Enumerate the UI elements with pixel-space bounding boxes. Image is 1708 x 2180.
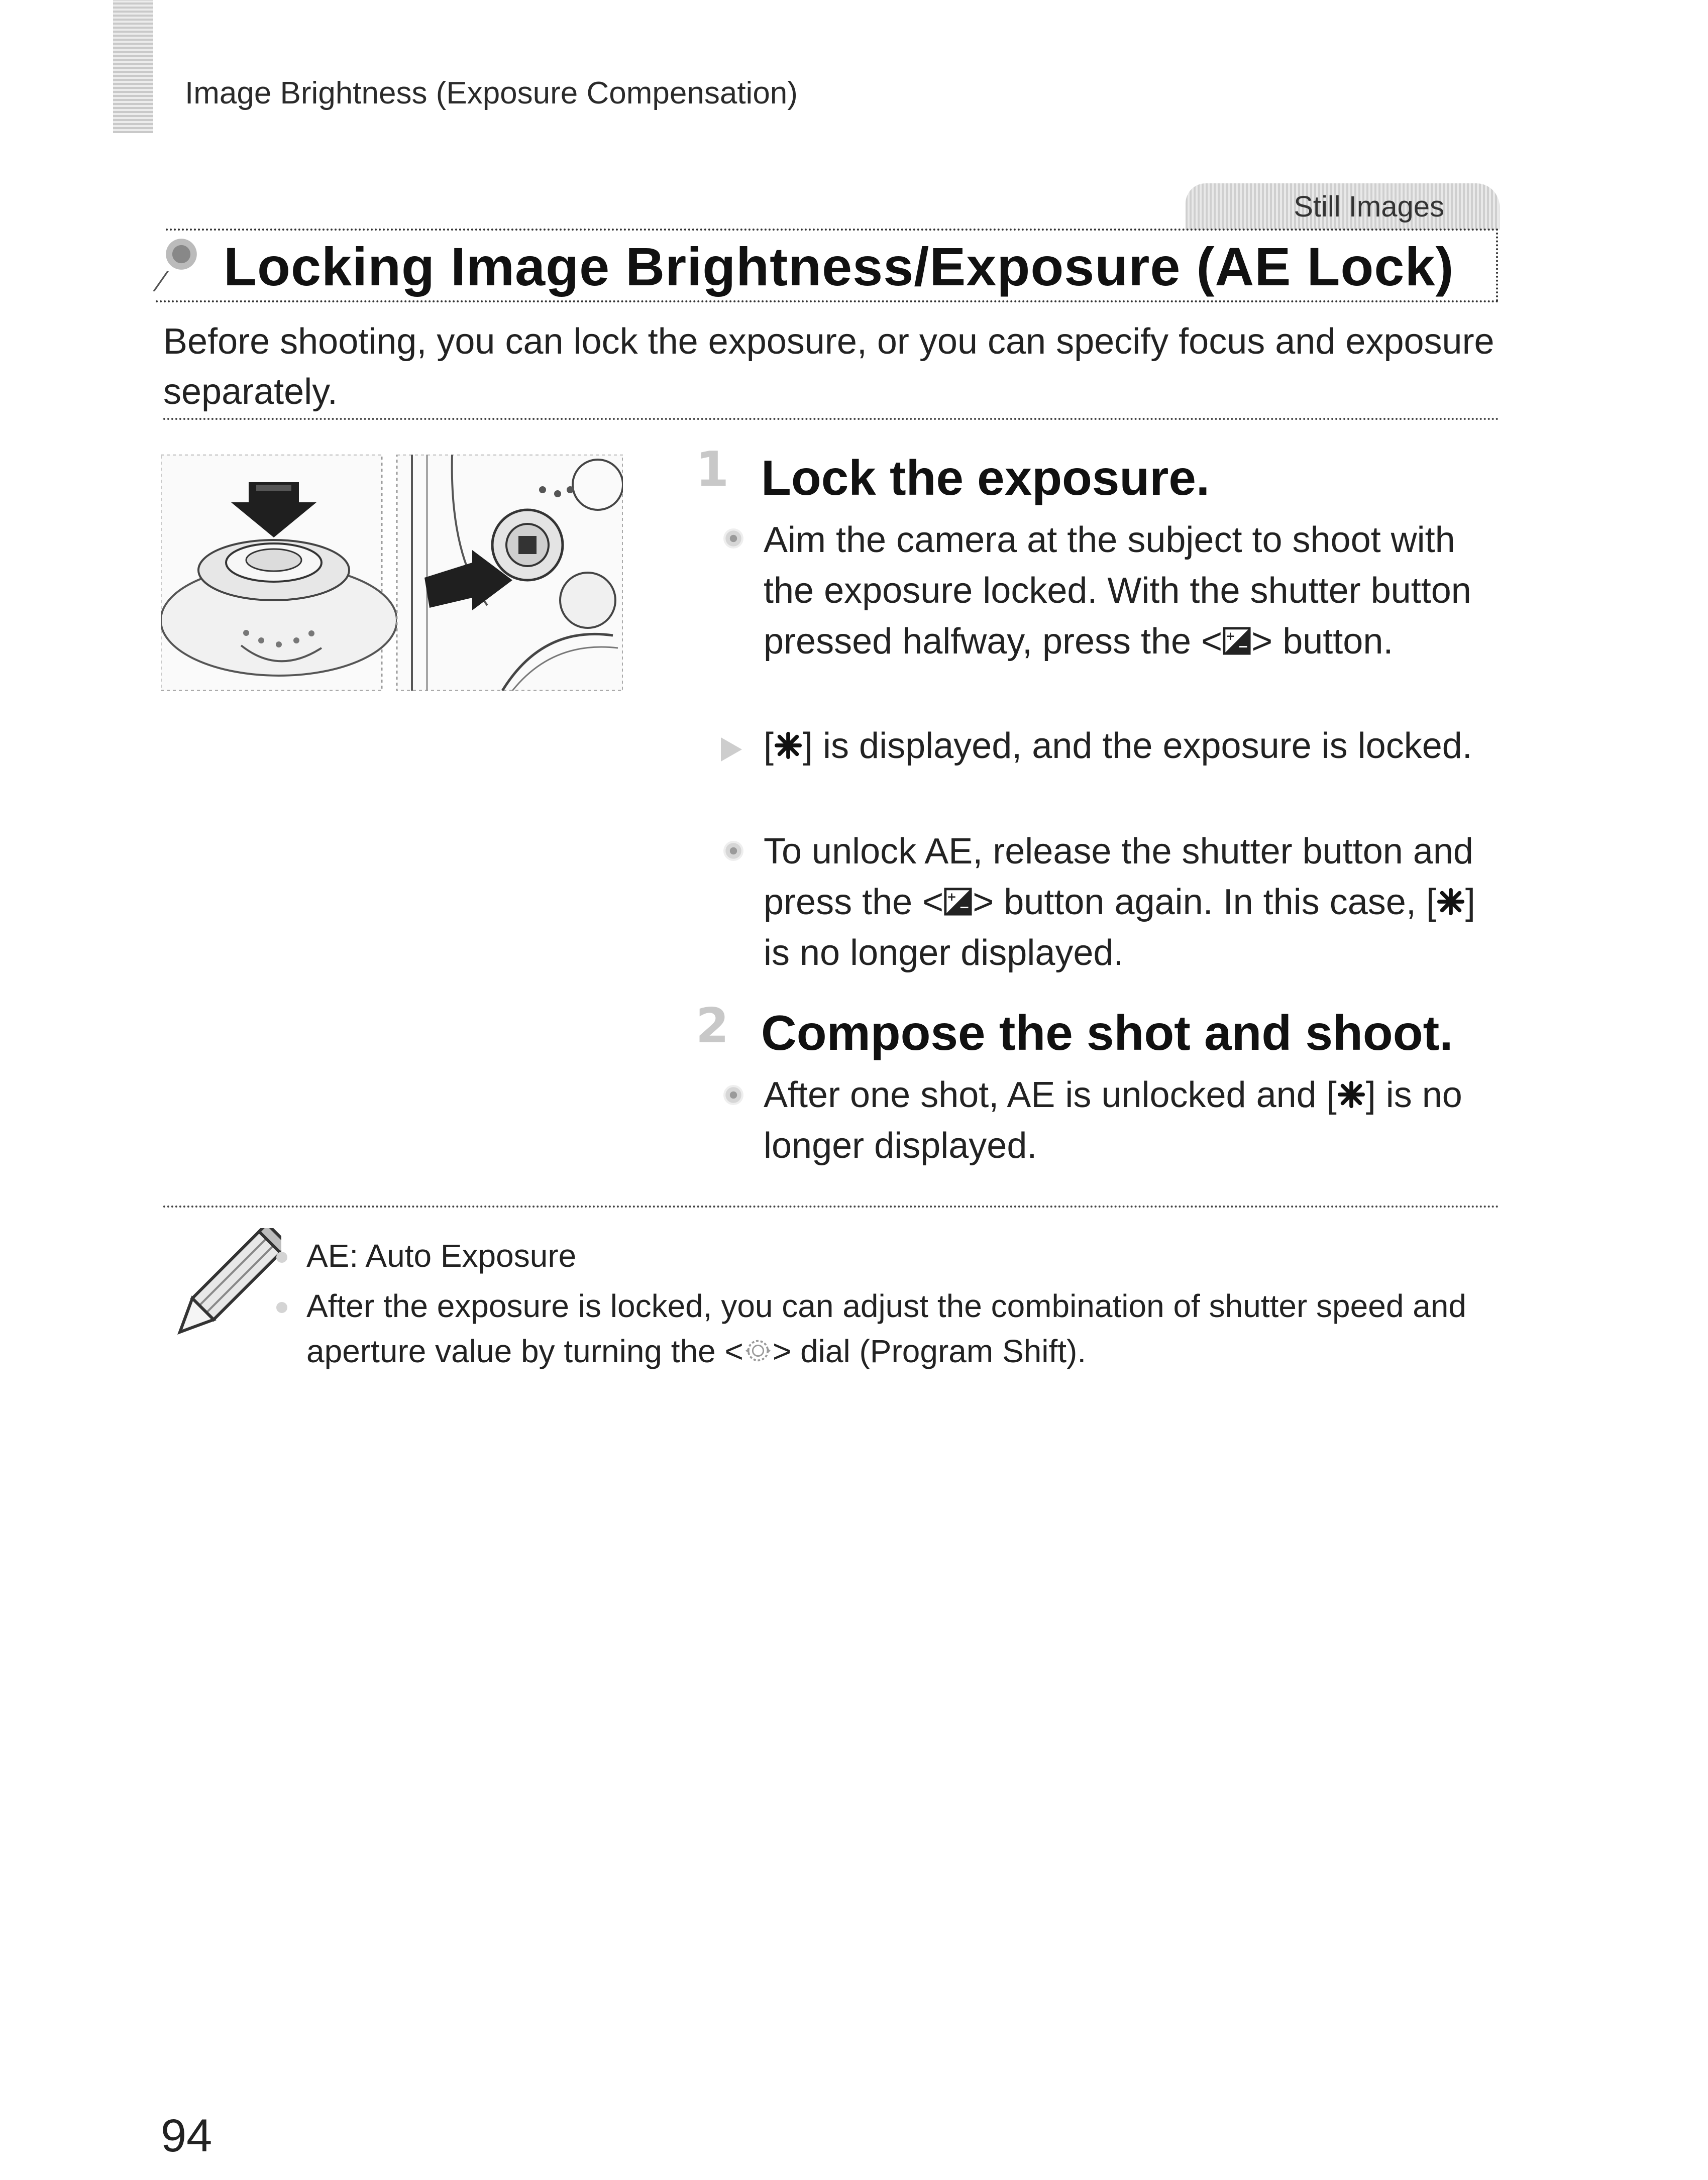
control-dial-icon bbox=[743, 1336, 773, 1365]
exposure-compensation-icon bbox=[1222, 626, 1251, 656]
page-number: 94 bbox=[161, 2110, 212, 2161]
running-head: Image Brightness (Exposure Compensation) bbox=[185, 76, 798, 111]
svg-text:−: − bbox=[959, 900, 970, 915]
step-1-heading: Lock the exposure. bbox=[761, 450, 1210, 505]
step-1-item-1: Aim the camera at the subject to shoot with the exposure locked. With the shutter button pressed halfway, press the < + − > button. bbox=[764, 520, 1471, 662]
svg-text:+: + bbox=[946, 890, 957, 904]
title-marker-icon bbox=[163, 236, 199, 272]
note-item-1: AE: Auto Exposure bbox=[306, 1238, 577, 1274]
intro-paragraph: Before shooting, you can lock the exposure, or you can specify focus and exposure separately. bbox=[163, 321, 1494, 412]
title-bottom-rule bbox=[156, 300, 1500, 302]
ae-lock-asterisk-icon bbox=[1337, 1080, 1366, 1109]
svg-text:−: − bbox=[1238, 639, 1249, 654]
ae-lock-asterisk-icon bbox=[774, 731, 803, 760]
step-2-heading: Compose the shot and shoot. bbox=[761, 1005, 1453, 1060]
step-1-bullet-3 bbox=[723, 841, 743, 861]
note-bullet-1 bbox=[276, 1252, 287, 1263]
step-1-item-3: To unlock AE, release the shutter button and press the < + − > button again. In this case, [ ] is no longer displayed. bbox=[764, 831, 1475, 973]
pencil-icon bbox=[171, 1228, 281, 1344]
ae-lock-button-illustration bbox=[397, 455, 623, 691]
step-1-bullet-1 bbox=[723, 528, 743, 549]
still-images-badge bbox=[1186, 183, 1500, 230]
step-2-number: 2 bbox=[696, 999, 729, 1054]
step-2-bullet-1 bbox=[723, 1085, 743, 1105]
shutter-button-illustration bbox=[161, 455, 397, 691]
step-2-item-1: After one shot, AE is unlocked and [ ] is no longer displayed. bbox=[764, 1075, 1462, 1166]
ae-lock-asterisk-icon bbox=[1436, 887, 1465, 916]
chapter-side-tab bbox=[113, 0, 153, 133]
still-images-badge-label: Still Images bbox=[1294, 190, 1444, 223]
title-right-rule bbox=[1496, 229, 1498, 301]
camera-illustration bbox=[161, 455, 623, 691]
step-1-item-2: [ ] is displayed, and the exposure is locked. bbox=[764, 726, 1472, 766]
exposure-compensation-icon bbox=[943, 887, 973, 916]
intro-divider bbox=[163, 418, 1500, 420]
notes-divider bbox=[163, 1206, 1500, 1208]
svg-text:+: + bbox=[1225, 629, 1236, 643]
note-item-2: After the exposure is locked, you can adjust the combination of shutter speed and aperture value by turning the < > dial (Program Shift). bbox=[306, 1288, 1466, 1369]
title-corner-tick bbox=[153, 271, 204, 291]
section-title: Locking Image Brightness/Exposure (AE Lock) bbox=[224, 236, 1454, 297]
step-1-number: 1 bbox=[696, 442, 729, 497]
step-1-result-triangle bbox=[721, 737, 742, 761]
note-bullet-2 bbox=[276, 1302, 287, 1313]
title-top-rule bbox=[166, 229, 1500, 231]
